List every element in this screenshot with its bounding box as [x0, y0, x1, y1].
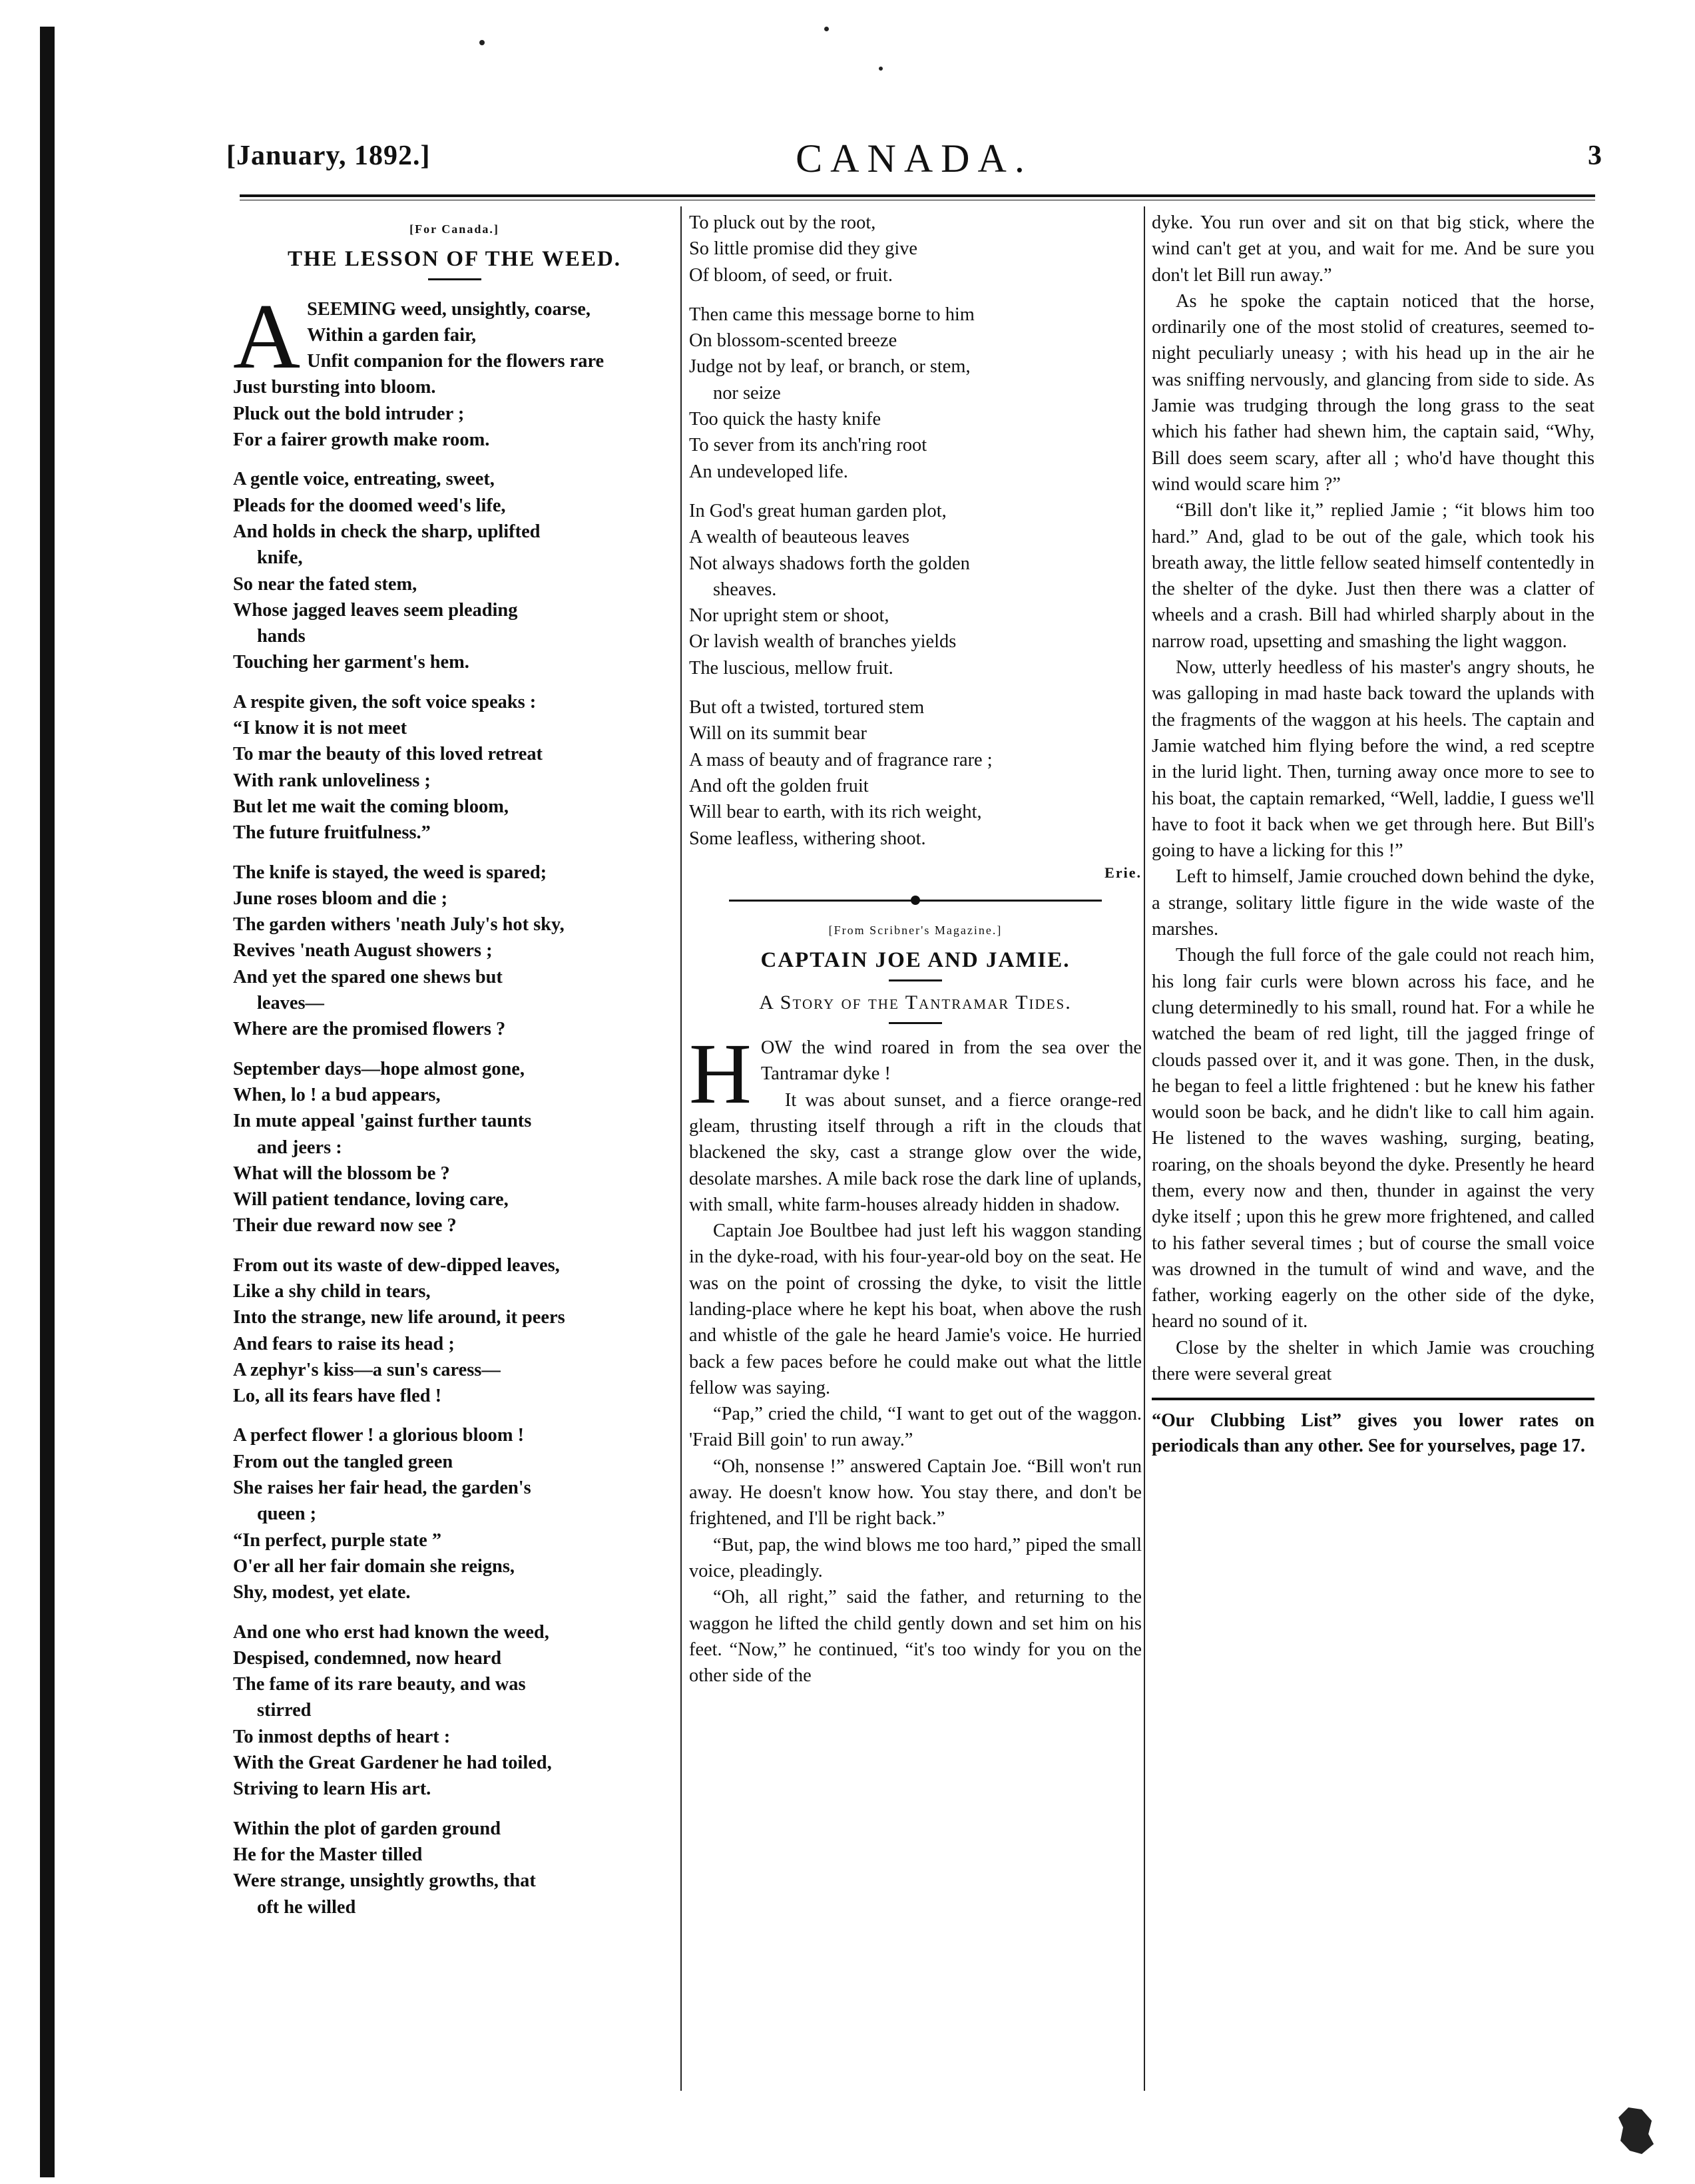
poem-line: To sever from its anch'ring root	[689, 435, 927, 456]
ink-blot	[1615, 2104, 1655, 2157]
poem-line: From out its waste of dew-dipped leaves,	[233, 1254, 560, 1276]
poem-line: The knife is stayed, the weed is spared;	[233, 862, 547, 883]
print-speck	[479, 40, 485, 45]
poem-line: knife,	[257, 547, 303, 569]
poem-line: Will on its summit bear	[689, 723, 867, 744]
story-paragraph: Captain Joe Boultbee had just left his waggon standing in the dyke-road, with his four-year-old boy on the seat. He was on the point of crossing the dyke, to visit the little landing-place where he kept his boat, when above the rush and whistle of the gale he heard Jamie's voice. He hurried back a few paces before he could make out what the little fellow was saying.	[689, 1221, 1142, 1398]
story-paragraph: OW the wind roared in from the sea over the Tantramar dyke !	[760, 1037, 1142, 1085]
poem-line: stirred	[257, 1700, 312, 1721]
poem-line: Pluck out the bold intruder ;	[233, 403, 465, 424]
title-rule	[889, 979, 942, 981]
poem-line: To inmost depths of heart :	[233, 1726, 451, 1747]
poem-line: The fame of its rare beauty, and was	[233, 1674, 526, 1695]
issue-date: [January, 1892.]	[226, 140, 431, 171]
story-paragraph: Left to himself, Jamie crouched down behind the dyke, a strange, solitary little figure in the wide waste of the marshes.	[1152, 866, 1594, 940]
poem-line: The future fruitfulness.”	[233, 822, 431, 844]
poem-line: An undeveloped life.	[689, 461, 848, 482]
print-speck	[879, 67, 883, 71]
clubbing-list-ad: “Our Clubbing List” gives you lower rates on periodicals than any other. See for yourselves, page 17.	[1152, 1410, 1594, 1457]
poem-line: Touching her garment's hem.	[233, 652, 469, 673]
subtitle-rule	[889, 1022, 942, 1024]
poem-continuation	[689, 210, 1142, 852]
story-paragraph: “But, pap, the wind blows me too hard,” piped the small voice, pleadingly.	[689, 1534, 1142, 1581]
title-rule	[428, 278, 481, 280]
poem-line: Were strange, unsightly growths, that	[233, 1870, 536, 1892]
poem-line: queen ;	[257, 1503, 317, 1525]
story-title: CAPTAIN JOE AND JAMIE.	[760, 948, 1071, 973]
poem-line: A zephyr's kiss—a sun's caress—	[233, 1359, 501, 1380]
poem-line: A respite given, the soft voice speaks :	[233, 691, 537, 712]
poem-line: Despised, condemned, now heard	[233, 1647, 502, 1669]
poem-stanza	[233, 1816, 676, 1920]
poem-body	[233, 284, 676, 1920]
masthead-title: CANADA.	[796, 136, 1033, 180]
poem-stanza	[689, 694, 1142, 852]
poem-line: And yet the spared one shews but	[233, 966, 503, 987]
poem-line: “I know it is not meet	[233, 718, 407, 739]
poem-line: September days—hope almost gone,	[233, 1058, 525, 1079]
column-divider	[680, 206, 682, 2091]
poem-line: Some leafless, withering shoot.	[689, 828, 926, 849]
poem-title: THE LESSON OF THE WEED.	[287, 247, 622, 272]
story-paragraph: “Oh, nonsense !” answered Captain Joe. “Bill won't run away. He doesn't know how. You stay there, and don't be frightened, and I'll be right back.”	[689, 1456, 1142, 1529]
poem-stanza	[233, 1056, 676, 1239]
poem-line: A wealth of beauteous leaves	[689, 527, 910, 548]
story-paragraph: “Oh, all right,” said the father, and returning to the waggon he lifted the child gently down and set him on his feet. “Now,” he continued, “it's too windy for you on the other side of the	[689, 1587, 1142, 1687]
story-paragraph: dyke. You run over and sit on that big stick, where the wind can't get at you, and wait for me. And be sure you don't let Bill run away.”	[1152, 212, 1594, 286]
poem-line: To pluck out by the root,	[689, 212, 876, 233]
poem-line: But let me wait the coming bloom,	[233, 796, 509, 817]
poem-line: nor seize	[713, 382, 781, 404]
story-paragraph: As he spoke the captain noticed that the horse, ordinarily one of the most stolid of creatures, seemed to-night peculiarly uneasy ; with his head up in the air he was sniffing nervously, and glancing from side to side. As Jamie was trudging through the long grass to the seat which his father had shewn him, the captain said, “Why, Bill does seem scary, after all ; who'd have thought this wind would scare him ?”	[1152, 290, 1594, 495]
poem-line: Or lavish wealth of branches yields	[689, 631, 957, 653]
story-paragraph: “Pap,” cried the child, “I want to get out of the waggon. 'Fraid Bill goin' to run away.”	[689, 1404, 1142, 1451]
poem-line: Pleads for the doomed weed's life,	[233, 495, 506, 516]
poem-line: And holds in check the sharp, uplifted	[233, 521, 541, 542]
poem-line: SEEMING weed, unsightly, coarse,	[307, 298, 591, 320]
poem-line: A gentle voice, entreating, sweet,	[233, 469, 495, 490]
poem-line: What will the blossom be ?	[233, 1163, 450, 1184]
page-number: 3	[1588, 140, 1602, 171]
poem-line: oft he willed	[257, 1896, 356, 1918]
story-paragraph: Though the full force of the gale could not reach him, his long fair curls were blown across his face, and he clung determinedly to his small, round hat. For a while he watched the beam of red light, till the jagged fringe of clouds passed over it, and it was gone. Then, in the dusk, he began to feel a little frightened : but he knew his father would soon be back, and he didn't like to call him again. He listened to the waves washing, surging, beating, roaring, on the shoals beyond the dyke. Presently he heard them, every now and then, thunder in against the very dyke itself ; upon this he grew more frightened, and called to his father several times ; but of course the small voice was drowned in the tumult of wind and wave, and the father, working eagerly on the other side of the dyke, heard no sound of it.	[1152, 945, 1594, 1332]
poem-line: Of bloom, of seed, or fruit.	[689, 264, 893, 286]
poem-line: Revives 'neath August showers ;	[233, 940, 493, 961]
poem-line: A perfect flower ! a glorious bloom !	[233, 1425, 525, 1446]
poem-line: Just bursting into bloom.	[233, 377, 436, 398]
poem-line: So near the fated stem,	[233, 573, 417, 595]
header-rule	[240, 194, 1595, 197]
poem-line: Shy, modest, yet elate.	[233, 1582, 411, 1603]
poem-line: leaves—	[257, 993, 324, 1014]
column-divider	[1144, 206, 1145, 2091]
poem-stanza	[689, 302, 1142, 485]
poem-line: “In perfect, purple state ”	[233, 1529, 442, 1551]
poem-line: Whose jagged leaves seem pleading	[233, 599, 518, 621]
poem-line: And oft the golden fruit	[689, 775, 869, 796]
poem-line: So little promise did they give	[689, 238, 918, 260]
story-paragraph: It was about sunset, and a fierce orange-red gleam, thrusting itself through a rift in the clouds that blackened the sky, cast a strange glow over the wide, desolate marshes. A mile back rose the dark line of uplands, with small, white farm-houses already hidden in shadow.	[689, 1089, 1142, 1215]
poem-stanza	[689, 498, 1142, 681]
poem-line: Unfit companion for the flowers rare	[307, 351, 605, 372]
poem-line: sheaves.	[713, 579, 777, 600]
poem-line: Into the strange, new life around, it peers	[233, 1307, 565, 1328]
poem-line: For a fairer growth make room.	[233, 429, 490, 451]
poem-line: Too quick the hasty knife	[689, 409, 881, 430]
poem-line: Will bear to earth, with its rich weight,	[689, 802, 982, 823]
poem-dropcap: A	[233, 284, 301, 388]
poem-line: She raises her fair head, the garden's	[233, 1478, 531, 1499]
poem-line: The garden withers 'neath July's hot sky,	[233, 914, 565, 936]
poem-stanza	[233, 689, 676, 846]
poem-line: He for the Master tilled	[233, 1844, 423, 1865]
story-paragraph: Close by the shelter in which Jamie was crouching there were several great	[1152, 1337, 1594, 1385]
poem-line: Where are the promised flowers ?	[233, 1019, 506, 1040]
poem-stanza	[233, 1422, 676, 1605]
section-ornament	[729, 896, 1102, 904]
poem-line: and jeers :	[257, 1137, 342, 1158]
story-paragraph: “Bill don't like it,” replied Jamie ; “it blows him too hard.” And, glad to be out of the gale, which took his breath away, the little fellow seated himself contentedly in the shelter of the dyke. Just then there was a clatter of wheels and a crash. Bill had whirled sharply about in the narrow road, upsetting and smashing the light waggon.	[1152, 500, 1594, 652]
poem-line: Lo, all its fears have fled !	[233, 1386, 442, 1407]
poem-stanza	[233, 1252, 676, 1410]
story-subtitle: A Story of the Tantramar Tides.	[759, 991, 1072, 1013]
poem-line: In God's great human garden plot,	[689, 500, 947, 521]
poem-line: The luscious, mellow fruit.	[689, 657, 893, 679]
poem-line: With rank unloveliness ;	[233, 770, 431, 791]
poem-line: And fears to raise its head ;	[233, 1333, 455, 1354]
story-paragraph: Now, utterly heedless of his master's angry shouts, he was galloping in mad haste back toward the uplands with the fragments of the waggon at his heels. The captain and Jamie watched him flying before the wind, a red sceptre in the lurid light. Then, turning away once more to see to his boat, the captain remarked, “Well, laddie, I guess we'll have to foot it back when we get through here. But Bill's going to have a licking for this !”	[1152, 657, 1594, 862]
print-speck	[824, 27, 829, 31]
poem-line: June roses bloom and die ;	[233, 888, 448, 909]
page-header	[226, 136, 1602, 193]
poem-line: In mute appeal 'gainst further taunts	[233, 1111, 532, 1132]
poem-line: Judge not by leaf, or branch, or stem,	[689, 356, 971, 378]
poem-line: On blossom-scented breeze	[689, 330, 897, 352]
poem-line: When, lo ! a bud appears,	[233, 1084, 441, 1105]
poem-line: With the Great Gardener he had toiled,	[233, 1753, 552, 1774]
binding-edge	[40, 27, 55, 2177]
column-1	[233, 210, 676, 1934]
poem-credit: [For Canada.]	[409, 222, 499, 236]
poem-line: From out the tangled green	[233, 1451, 453, 1472]
column-2	[689, 210, 1142, 1689]
story-body	[689, 1026, 1142, 1689]
poem-line: And one who erst had known the weed,	[233, 1621, 549, 1643]
poem-line: A mass of beauty and of fragrance rare ;	[689, 749, 993, 770]
poem-line: Their due reward now see ?	[233, 1215, 457, 1236]
poem-line: Not always shadows forth the golden	[689, 553, 970, 574]
story-continuation	[1152, 210, 1594, 1387]
poem-line: Striving to learn His art.	[233, 1778, 431, 1800]
poem-line: Nor upright stem or shoot,	[689, 605, 889, 627]
poem-stanza	[233, 466, 676, 675]
poem-line: To mar the beauty of this loved retreat	[233, 744, 543, 765]
poem-signature: Erie.	[1104, 864, 1142, 881]
column-3	[1152, 210, 1594, 1459]
poem-line: O'er all her fair domain she reigns,	[233, 1555, 515, 1577]
poem-line: Within the plot of garden ground	[233, 1818, 501, 1839]
poem-stanza	[689, 210, 1142, 288]
poem-line: Will patient tendance, loving care,	[233, 1189, 509, 1211]
story-credit: [From Scribner's Magazine.]	[828, 924, 1003, 938]
poem-stanza	[233, 860, 676, 1043]
poem-line: Like a shy child in tears,	[233, 1280, 431, 1302]
poem-line: hands	[257, 626, 306, 647]
ad-rule	[1152, 1398, 1594, 1400]
poem-line: Then came this message borne to him	[689, 304, 975, 325]
poem-line: But oft a twisted, tortured stem	[689, 697, 925, 718]
poem-line: Within a garden fair,	[307, 324, 477, 346]
story-dropcap: H	[689, 1026, 752, 1123]
poem-stanza	[233, 1619, 676, 1802]
